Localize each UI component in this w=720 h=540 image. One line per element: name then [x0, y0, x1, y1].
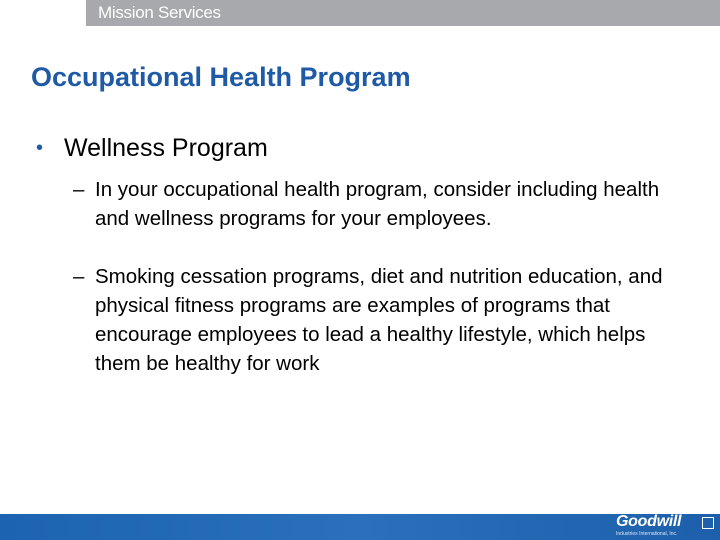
sub-bullet-text: In your occupational health program, consider including health and wellness programs for your employees.: [95, 178, 660, 230]
dash-icon: –: [73, 265, 85, 288]
sub-bullet-text: Smoking cessation programs, diet and nutrition education, and physical fitness programs are examples of programs that encourage employees to lead a healthy lifestyle, which helps them be healthy for work: [95, 265, 663, 375]
footer-bar: [0, 514, 720, 540]
header-bar: [0, 0, 720, 26]
bullet-dot-icon: •: [36, 137, 44, 159]
logo-tagline: Industries International, Inc.: [616, 531, 678, 537]
header-band: [86, 0, 720, 26]
goodwill-logo-icon: [702, 517, 714, 529]
goodwill-logo: [614, 515, 714, 539]
slide-title: Occupational Health Program: [31, 62, 411, 92]
header-label: Mission Services: [98, 3, 221, 22]
bullet-text: Wellness Program: [64, 134, 268, 162]
dash-icon: –: [73, 178, 85, 201]
logo-wordmark: Goodwill: [616, 513, 682, 530]
